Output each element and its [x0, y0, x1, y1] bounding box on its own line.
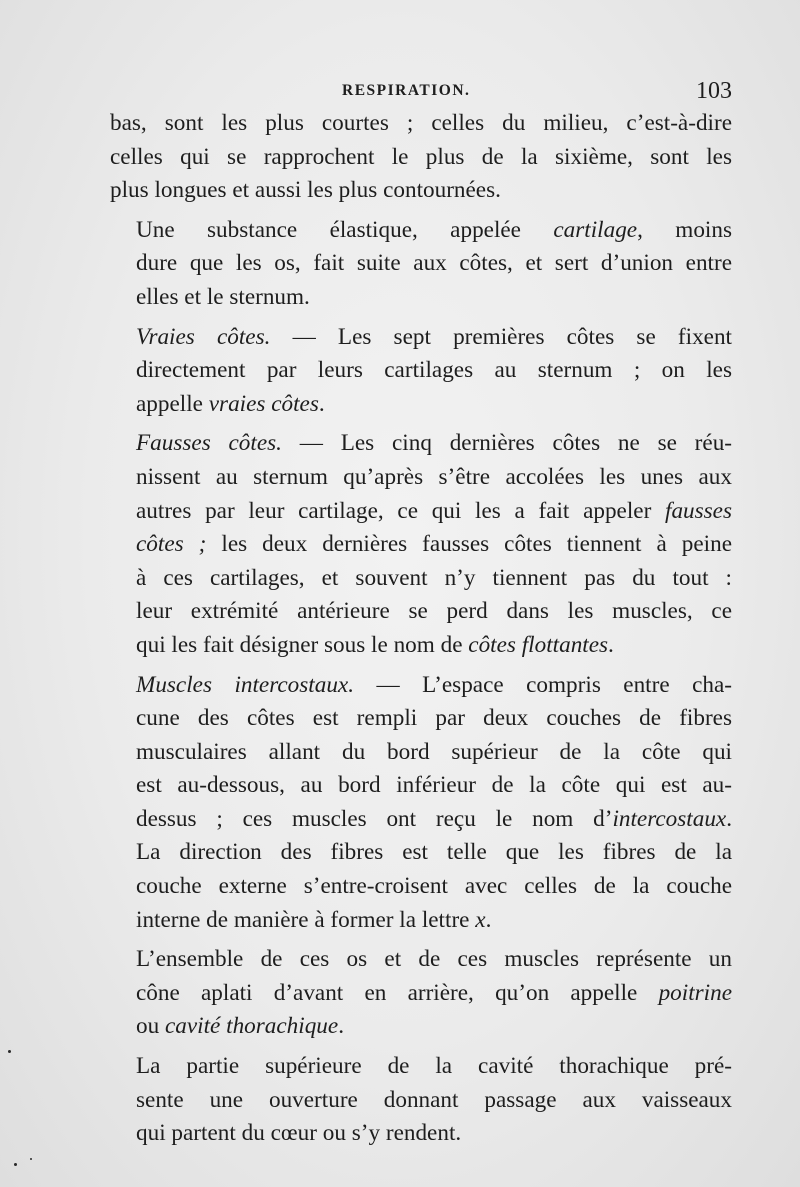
text-run: qui les fait désigner sous le nom de: [136, 631, 469, 658]
text-line: [110, 107, 732, 141]
text-line: [110, 769, 732, 803]
text-run: nissent au sternum qu’après s’être accolées les unes aux: [136, 463, 732, 490]
text-run: ou: [136, 1013, 165, 1040]
text-line: [110, 388, 732, 422]
text-line: [110, 870, 732, 904]
text-run: L’ensemble de ces os et de ces muscles représente un: [136, 946, 732, 973]
text-run: — L’espace compris entre cha-: [354, 671, 733, 698]
text-run: musculaires allant du bord supérieur de la côte qui: [136, 738, 732, 765]
paragraph: [110, 214, 732, 315]
italic-term: cavité thorachique: [164, 1013, 339, 1040]
text-run: leur extrémité antérieure se perd dans les muscles, ce: [136, 598, 732, 625]
text-run: La partie supérieure de la cavité thorachique pré-: [136, 1053, 732, 1080]
text-line: [110, 461, 732, 495]
text-run: appelle: [136, 390, 209, 417]
italic-term: x: [475, 906, 486, 933]
italic-term: poitrine: [658, 979, 732, 1006]
paragraph: [110, 943, 732, 1044]
text-line: [110, 1010, 732, 1044]
paragraph: [110, 669, 732, 938]
text-line: [110, 281, 732, 315]
text-line: [110, 943, 732, 977]
text-run: — Les sept premières côtes se fixent: [270, 323, 732, 350]
text-line: [110, 528, 732, 562]
italic-term: côtes ;: [136, 531, 207, 558]
italic-term: côtes flottantes: [468, 631, 609, 658]
text-run: dure que les os, fait suite aux côtes, et sert d’union entre: [136, 250, 732, 277]
text-run: elles et le sternum.: [136, 283, 310, 310]
ink-speck: [14, 1163, 17, 1166]
text-line: [110, 736, 732, 770]
text-run: interne de manière à former la lettre: [136, 906, 476, 933]
text-run: .: [485, 906, 492, 933]
paragraph: [110, 1050, 732, 1151]
text-line: [110, 174, 732, 208]
italic-term: vraies côtes: [208, 390, 319, 417]
text-line: [110, 629, 732, 663]
paragraph: [110, 321, 732, 422]
text-line: [110, 1117, 732, 1151]
text-run: cune des côtes est rempli par deux couches de fibres: [136, 705, 732, 732]
italic-term: Muscles intercostaux.: [136, 671, 355, 698]
page-header: [110, 78, 732, 108]
text-run: sente une ouverture donnant passage aux vaisseaux: [136, 1086, 732, 1113]
text-line: [110, 247, 732, 281]
text-line: [110, 669, 732, 703]
text-line: [110, 1084, 732, 1118]
text-line: [110, 141, 732, 175]
ink-speck: [30, 1158, 32, 1160]
text-run: couche externe s’entre-croisent avec celles de la couche: [136, 873, 732, 900]
running-head: RESPIRATION.: [342, 82, 471, 99]
text-line: [110, 495, 732, 529]
body-text: [110, 107, 732, 1151]
text-line: [110, 595, 732, 629]
text-line: [110, 702, 732, 736]
ink-speck: [8, 1050, 11, 1053]
text-run: Une substance élastique, appelée: [136, 216, 554, 243]
text-line: [110, 321, 732, 355]
text-line: [110, 803, 732, 837]
italic-term: Vraies côtes.: [136, 323, 271, 350]
text-run: dessus ; ces muscles ont reçu le nom d’: [136, 805, 613, 832]
text-run: .: [318, 390, 325, 417]
italic-term: fausses: [665, 497, 732, 524]
text-run: plus longues et aussi les plus contournées.: [110, 177, 501, 204]
page-number: 103: [696, 78, 732, 104]
italic-term: Fausses côtes.: [136, 430, 282, 457]
text-run: celles qui se rapprochent le plus de la sixième, sont les: [110, 143, 732, 170]
paragraph: [110, 107, 732, 208]
text-run: bas, sont les plus courtes ; celles du milieu, c’est-à-dire: [110, 110, 732, 136]
text-run: .: [608, 631, 614, 658]
text-run: autres par leur cartilage, ce qui les a fait appeler: [136, 497, 665, 524]
text-line: [110, 427, 732, 461]
text-line: [110, 354, 732, 388]
text-run: qui partent du cœur ou s’y rendent.: [136, 1120, 462, 1147]
text-run: .: [726, 805, 732, 832]
text-line: [110, 904, 732, 938]
text-run: La direction des fibres est telle que les fibres de la: [136, 839, 732, 866]
text-run: à ces cartilages, et souvent n’y tiennent pas du tout :: [136, 564, 732, 591]
italic-term: intercostaux: [612, 805, 727, 832]
text-run: est au-dessous, au bord inférieur de la côte qui est au-: [136, 772, 732, 799]
text-run: directement par leurs cartilages au sternum ; on les: [136, 357, 732, 384]
text-line: [110, 562, 732, 596]
text-line: [110, 977, 732, 1011]
text-line: [110, 836, 732, 870]
text-run: .: [338, 1013, 344, 1040]
text-line: [110, 214, 732, 248]
text-run: les deux dernières fausses côtes tiennent à peine: [206, 531, 732, 558]
text-run: — Les cinq dernières côtes ne se réu-: [281, 430, 733, 457]
italic-term: cartilage: [553, 216, 638, 243]
text-line: [110, 1050, 732, 1084]
text-run: cône aplati d’avant en arrière, qu’on appelle: [136, 979, 659, 1006]
paragraph: [110, 427, 732, 662]
text-run: , moins: [637, 216, 732, 243]
